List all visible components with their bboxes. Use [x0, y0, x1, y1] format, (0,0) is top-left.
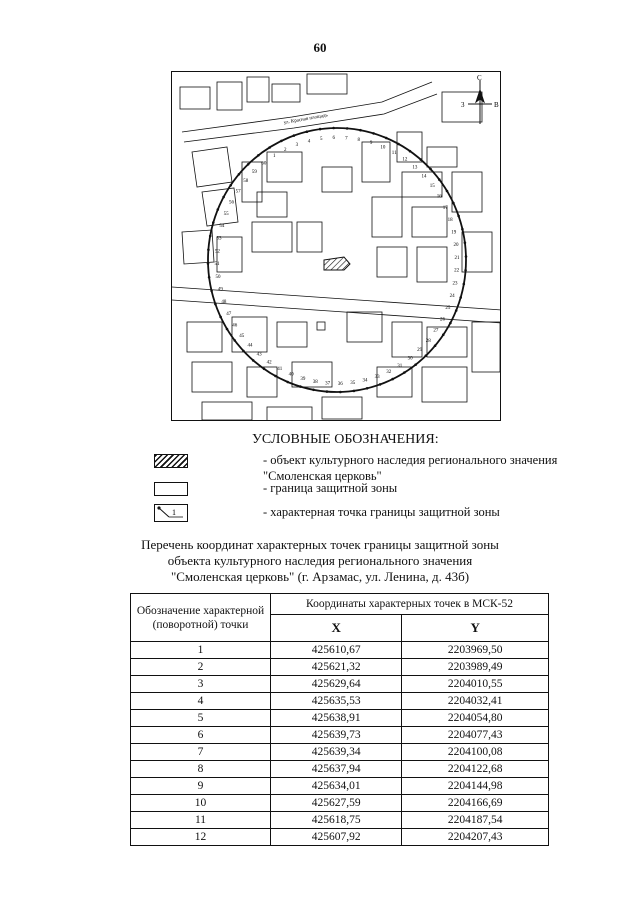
boundary-point-label: 39: [300, 376, 306, 382]
caption-line-3: "Смоленская церковь" (г. Арзамас, ул. Ленина, д. 43б): [170, 569, 470, 584]
legend-title: УСЛОВНЫЕ ОБОЗНАЧЕНИЯ:: [252, 432, 439, 447]
table-row: [131, 710, 549, 727]
empty-rectangle-icon: [154, 482, 188, 496]
city-blocks: [172, 74, 501, 421]
boundary-point-marker: [446, 190, 449, 193]
boundary-point-marker: [263, 368, 266, 371]
cell-y: 2204010,55: [402, 676, 549, 693]
boundary-point-marker: [464, 269, 467, 272]
boundary-point-label: 28: [425, 338, 431, 344]
boundary-point-marker: [438, 178, 441, 181]
boundary-point-marker: [397, 143, 400, 146]
boundary-point-label: 5: [320, 137, 323, 143]
boundary-point-marker: [385, 137, 388, 140]
caption-line-2: объекта культурного наследия регионального значения: [167, 553, 473, 568]
boundary-point-marker: [306, 130, 309, 133]
boundary-point-label: 19: [451, 230, 457, 236]
boundary-point-label: 50: [215, 275, 221, 281]
boundary-point-marker: [274, 375, 277, 378]
boundary-point-marker: [379, 383, 382, 386]
boundary-point-label: 36: [337, 382, 343, 387]
page-number: 60: [313, 40, 327, 55]
boundary-point-marker: [210, 290, 213, 293]
table-row: [131, 642, 549, 659]
legend-text-boundary: - граница защитной зоны: [263, 481, 398, 495]
boundary-point-label: 56: [229, 200, 234, 206]
boundary-point-label: 40: [288, 372, 294, 378]
site-plan-drawing: [172, 72, 501, 421]
boundary-point-label: 53: [216, 236, 222, 242]
boundary-point-marker: [286, 381, 289, 384]
table-row: [131, 727, 549, 744]
boundary-point-label: 60: [261, 161, 267, 167]
table-row: [131, 761, 549, 778]
boundary-point-label: 47: [226, 312, 232, 317]
boundary-point-label: 7: [345, 136, 348, 142]
boundary-point-label: 15: [429, 184, 435, 190]
boundary-point-marker: [403, 371, 406, 374]
boundary-point-marker: [207, 248, 210, 251]
boundary-point-label: 37: [325, 381, 331, 387]
boundary-point-label: 42: [266, 360, 272, 366]
boundary-point-marker: [268, 146, 271, 149]
boundary-point-label: 14: [421, 174, 427, 180]
cell-y: 2203969,50: [402, 642, 549, 659]
boundary-point-label: 58: [243, 179, 249, 185]
table-row: [131, 795, 549, 812]
boundary-point-marker: [209, 235, 212, 238]
cell-y: 2204207,43: [402, 829, 549, 846]
cell-point: 11: [131, 812, 271, 829]
cell-y: 2204166,69: [402, 795, 549, 812]
boundary-point-marker: [353, 390, 356, 393]
boundary-point-label: 46: [232, 323, 238, 329]
boundary-point-label: 59: [251, 169, 257, 175]
legend-text-point: - характерная точка границы защитной зоны: [263, 505, 500, 519]
cell-y: 2204187,54: [402, 812, 549, 829]
boundary-point-marker: [465, 255, 468, 258]
cell-point: 10: [131, 795, 271, 812]
cell-point: 2: [131, 659, 271, 676]
cell-y: 2204077,43: [402, 727, 549, 744]
boundary-point-label: 1: [273, 154, 276, 160]
boundary-point-marker: [214, 303, 217, 306]
boundary-point-label: 18: [447, 217, 453, 223]
boundary-point-label: 31: [397, 363, 403, 369]
cell-x: 425637,94: [271, 761, 402, 778]
cell-y: 2204122,68: [402, 761, 549, 778]
boundary-point-label: 6: [332, 136, 336, 141]
west-label: 3: [461, 101, 465, 109]
table-row: [131, 659, 549, 676]
cell-y: 2204032,41: [402, 693, 549, 710]
boundary-point-label: 52: [214, 249, 220, 255]
boundary-point-label: 51: [214, 262, 220, 268]
cell-x: 425629,64: [271, 676, 402, 693]
boundary-point-label: 16: [436, 194, 442, 200]
boundary-point-label: 32: [386, 370, 392, 375]
boundary-point-marker: [226, 328, 229, 331]
boundary-point-marker: [457, 215, 460, 218]
street-name-label: ул. Красная площадь: [283, 113, 329, 126]
boundary-point-label: 25: [445, 306, 451, 311]
boundary-point-marker: [326, 390, 329, 393]
cell-point: 5: [131, 710, 271, 727]
boundary-point-marker: [332, 127, 335, 130]
boundary-point-marker: [449, 322, 452, 325]
boundary-point-label: 20: [453, 242, 459, 248]
boundary-point-label: 27: [433, 328, 439, 334]
boundary-point-marker: [207, 262, 210, 265]
boundary-point-marker: [434, 344, 437, 347]
cell-x: 425635,53: [271, 693, 402, 710]
boundary-point-marker: [319, 128, 322, 131]
east-label: В: [494, 101, 499, 109]
boundary-point-label: 4: [307, 139, 311, 145]
boundary-point-marker: [429, 168, 432, 171]
boundary-point-marker: [339, 391, 342, 394]
boundary-point-label: 33: [374, 374, 380, 380]
boundary-point-marker: [346, 127, 349, 130]
boundary-point-marker: [219, 316, 222, 319]
header-x: X: [271, 615, 402, 642]
cell-x: 425610,67: [271, 642, 402, 659]
boundary-point-label: 22: [454, 268, 460, 274]
boundary-point-label: 12: [402, 157, 408, 163]
coordinates-body: [131, 642, 549, 846]
boundary-point-marker: [452, 202, 455, 205]
cell-point: 7: [131, 744, 271, 761]
boundary-point-marker: [425, 354, 428, 357]
cell-point: 6: [131, 727, 271, 744]
header-coordinates: Координаты характерных точек в МСК-52: [271, 594, 549, 615]
cell-x: 425638,91: [271, 710, 402, 727]
boundary-point-marker: [280, 140, 283, 143]
boundary-point-label: 10: [380, 145, 386, 151]
boundary-point-marker: [414, 363, 417, 366]
boundary-point-marker: [420, 158, 423, 161]
table-caption: [0, 537, 640, 585]
table-row: [131, 812, 549, 829]
cell-x: 425634,01: [271, 778, 402, 795]
header-point: Обозначение характерной (поворотной) точки: [131, 594, 271, 642]
boundary-point-marker: [208, 276, 211, 279]
cell-point: 9: [131, 778, 271, 795]
boundary-point-label: 23: [452, 281, 458, 287]
point-marker-label: 1: [172, 508, 176, 517]
boundary-point-label: 21: [454, 255, 460, 261]
boundary-point-label: 3: [295, 143, 299, 149]
cell-x: 425618,75: [271, 812, 402, 829]
boundary-point-marker: [442, 333, 445, 336]
boundary-point-label: 8: [357, 138, 361, 144]
boundary-point-label: 57: [235, 189, 241, 195]
boundary-point-label: 13: [412, 165, 418, 171]
north-label: С: [477, 74, 482, 82]
cell-x: 425639,73: [271, 727, 402, 744]
site-plan-map: [171, 71, 501, 421]
boundary-point-marker: [247, 163, 250, 166]
boundary-point-label: 30: [407, 356, 413, 362]
boundary-point-label: 44: [247, 343, 253, 349]
table-row: [131, 744, 549, 761]
boundary-point-marker: [252, 359, 255, 362]
boundary-point-marker: [463, 283, 466, 286]
coordinates-table: [130, 593, 549, 846]
header-y: Y: [402, 615, 549, 642]
boundary-point-marker: [391, 378, 394, 381]
cell-x: 425607,92: [271, 829, 402, 846]
boundary-point-marker: [372, 132, 375, 135]
boundary-point-label: 48: [221, 300, 227, 306]
boundary-point-marker: [464, 241, 467, 244]
boundary-point-marker: [242, 350, 245, 353]
boundary-point-marker: [299, 385, 302, 388]
boundary-point-marker: [257, 154, 260, 157]
cell-x: 425639,34: [271, 744, 402, 761]
boundary-point-label: 49: [217, 287, 223, 293]
cell-y: 2204144,98: [402, 778, 549, 795]
table-row: [131, 693, 549, 710]
boundary-point-label: 17: [442, 206, 448, 211]
boundary-point-label: 11: [391, 150, 397, 156]
boundary-point-label: 38: [312, 379, 318, 385]
boundary-point-label: 34: [362, 378, 368, 384]
boundary-point-marker: [409, 150, 412, 153]
boundary-point-marker: [293, 134, 296, 137]
boundary-point-label: 35: [350, 380, 356, 386]
boundary-point-label: 24: [449, 293, 455, 299]
hatched-rectangle-icon: [154, 454, 188, 468]
boundary-point-marker: [366, 387, 369, 390]
boundary-point-marker: [217, 208, 220, 211]
table-row: [131, 829, 549, 846]
boundary-point-label: 41: [277, 367, 283, 373]
boundary-point-label: 2: [284, 148, 287, 153]
cell-point: 1: [131, 642, 271, 659]
boundary-point-marker: [459, 296, 462, 299]
boundary-point-marker: [222, 196, 225, 199]
point-marker-icon: [154, 504, 188, 522]
cell-y: 2204054,80: [402, 710, 549, 727]
boundary-point-label: 26: [440, 317, 445, 323]
cell-point: 12: [131, 829, 271, 846]
boundary-point-label: 43: [256, 352, 262, 358]
cell-x: 425627,59: [271, 795, 402, 812]
boundary-point-marker: [461, 228, 464, 231]
boundary-point-label: 55: [223, 212, 229, 217]
legend-text-heritage: - объект культурного наследия регионального значения "Смоленская церковь": [263, 453, 558, 483]
north-arrow-icon: [468, 80, 492, 124]
table-row: [131, 778, 549, 795]
cell-x: 425621,32: [271, 659, 402, 676]
boundary-point-label: 54: [219, 224, 225, 230]
boundary-point-label: 45: [239, 333, 245, 339]
table-row: [131, 676, 549, 693]
cell-y: 2204100,08: [402, 744, 549, 761]
boundary-point-marker: [233, 339, 236, 342]
boundary-point-marker: [238, 173, 241, 176]
boundary-point-label: 9: [369, 141, 373, 147]
boundary-point-label: 29: [417, 348, 423, 354]
boundary-point-marker: [212, 221, 215, 224]
cell-y: 2203989,49: [402, 659, 549, 676]
cell-point: 8: [131, 761, 271, 778]
cell-point: 4: [131, 693, 271, 710]
caption-line-1: Перечень координат характерных точек границы защитной зоны: [141, 537, 499, 552]
cell-point: 3: [131, 676, 271, 693]
boundary-point-marker: [359, 129, 362, 132]
boundary-point-marker: [229, 184, 232, 187]
boundary-point-marker: [312, 389, 315, 392]
heritage-object-smolensk-church: [324, 257, 350, 270]
boundary-point-marker: [455, 309, 458, 312]
